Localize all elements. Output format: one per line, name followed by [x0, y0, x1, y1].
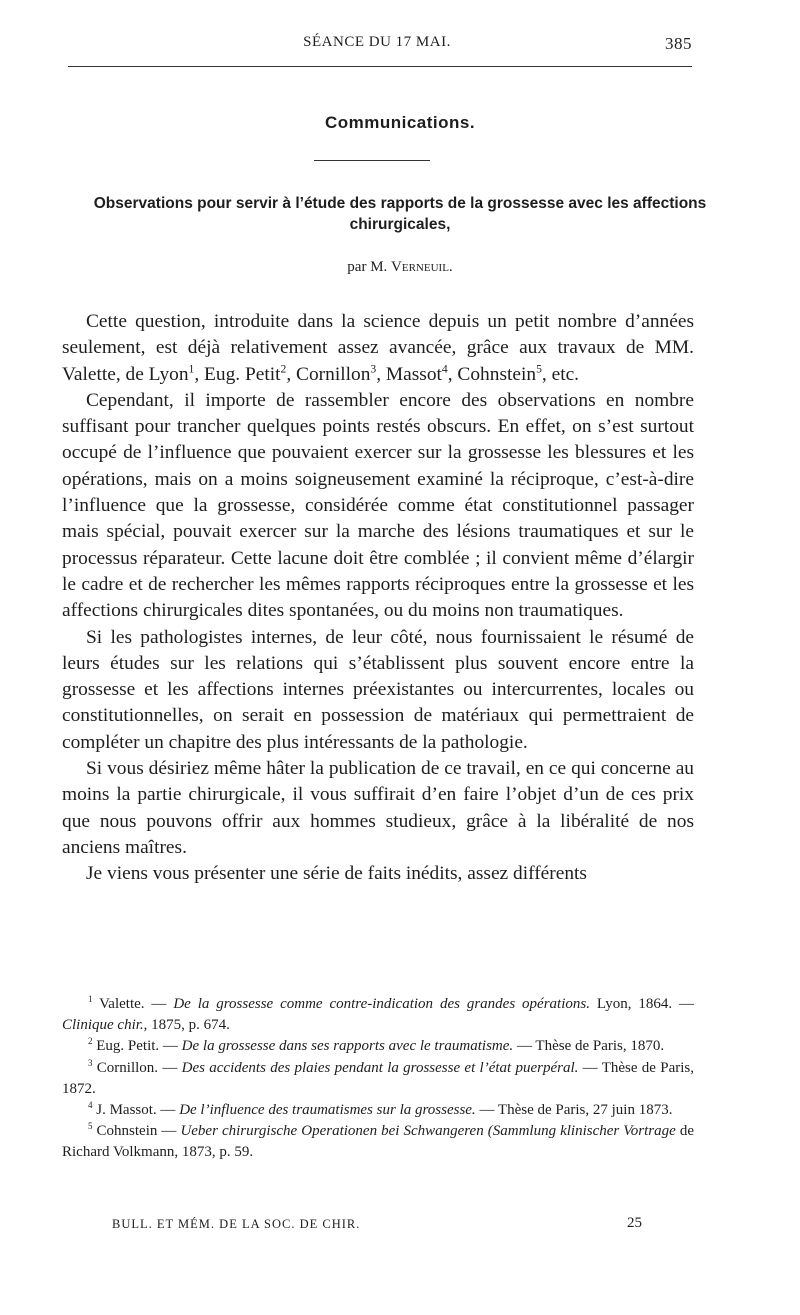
- footnote-4: [62, 1100, 694, 1121]
- page-footer: [112, 1217, 642, 1237]
- footnote-title: Clinique chir.: [62, 1017, 144, 1034]
- journal-name: BULL. ET MÉM. DE LA SOC. DE CHIR.: [112, 1217, 361, 1231]
- footnote-number: 1: [88, 994, 93, 1004]
- paragraph-1: [62, 309, 694, 388]
- footnote-title: De la grossesse dans ses rapports avec le traumatisme.: [181, 1038, 514, 1055]
- footnote-number: 2: [88, 1036, 93, 1047]
- footnote-source: Lyon, 1864. —: [589, 996, 694, 1012]
- footnote-ref-5: 5: [536, 362, 542, 376]
- section-divider: [314, 160, 430, 161]
- footnote-title: Ueber chirurgische Operationen bei Schwangeren (Sammlung klinischer Vortrage: [180, 1123, 676, 1140]
- paragraph-1-text: , Eug. Petit: [194, 363, 281, 385]
- paragraph-5: Je viens vous présenter une série de faits inédits, assez différents: [86, 863, 587, 885]
- footnote-number: 5: [88, 1121, 93, 1132]
- paragraph-2: Cependant, il importe de rassembler encore des observations en nombre suffisant pour trancher quelques points restés obscurs. En effet, on s’est surtout occupé de l’influence que pouvaient exercer sur la grossesse les blessures et les opérations, mais on a moins soigneusement examiné la réciproque, c’est-à-dire l’influence que la grossesse, considérée comme état constitutionnel passager mais spécial, pouvait exercer sur la marche des lésions traumatiques et sur le processus réparateur. Cette lacune doit être comblée ; il convient même d’élargir le cadre et de rechercher les mêmes rapports réciproques entre la grossesse et les affections chirurgicales dites spontanées, ou du moins non traumatiques.: [62, 389, 694, 622]
- author-name: Verneuil.: [391, 259, 453, 275]
- footnote-number: 4: [88, 1100, 93, 1111]
- footnote-author: Cohnstein —: [96, 1123, 181, 1140]
- header-divider: [68, 66, 692, 67]
- footnote-ref-4: 4: [441, 362, 448, 376]
- running-title: SÉANCE DU 17 MAI.: [303, 34, 451, 50]
- footnote-title: Des accidents des plaies pendant la grossesse et l’état puerpéral.: [181, 1059, 579, 1076]
- footnote-title: De la grossesse comme contre-indication des grandes opérations.: [173, 996, 590, 1012]
- paragraph-1-text: , Cohnstein: [447, 363, 537, 385]
- footnote-source: — Thèse de Paris, 1872.: [62, 1059, 695, 1097]
- footnote-ref-3: 3: [370, 362, 377, 376]
- paragraph-4: Si vous désiriez même hâter la publication de ce travail, en ce qui concerne au moins la partie chirurgicale, il vous suffirait d’en faire l’objet d’un de ces prix que nous pouvons offrir aux hommes studieux, grâce à la libéralité de nos anciens maîtres.: [62, 758, 694, 858]
- footnote-1: [62, 994, 694, 1036]
- footnote-ref-2: 2: [280, 362, 287, 376]
- footnote-3: [62, 1058, 694, 1100]
- footnote-author: Eug. Petit. —: [96, 1038, 182, 1055]
- signature-mark: 25: [627, 1215, 642, 1231]
- footnote-source: — Thèse de Paris, 27 juin 1873.: [475, 1102, 673, 1119]
- footnote-source: , 1875, p. 674.: [143, 1017, 230, 1034]
- paragraph-1-text: , etc.: [541, 363, 580, 385]
- footnote-source: — Thèse de Paris, 1870.: [513, 1038, 665, 1055]
- paragraph-1-text: , Cornillon: [286, 363, 371, 385]
- footnote-title: De l’influence des traumatismes sur la grossesse.: [179, 1102, 476, 1119]
- byline: [0, 259, 800, 276]
- paragraph-1-text: , Massot: [376, 363, 442, 385]
- article-title: Observations pour servir à l’étude des rapports de la grossesse avec les affections chirurgicales,: [93, 195, 707, 233]
- section-heading: Communications.: [324, 113, 476, 132]
- paragraph-1-text: Cette question, introduite dans la science depuis un petit nombre d’années seulement, est déjà relativement assez avancée, grâce aux travaux de MM. Valette, de Lyon: [62, 311, 694, 385]
- byline-prefix: par M.: [347, 259, 388, 275]
- paragraph-3: Si les pathologistes internes, de leur côté, nous fournissaient le résumé de leurs études sur les relations qui s’établissent plus souvent encore entre la grossesse et les affections internes préexistantes ou intercurrentes, locales ou constitutionnelles, on serait en possession de matériaux qui permettraient de compléter un chapitre des plus intéressants de la pathologie.: [62, 626, 694, 753]
- footnote-author: Valette. —: [99, 996, 174, 1012]
- footnote-author: J. Massot. —: [96, 1102, 180, 1119]
- footnote-5: [62, 1121, 694, 1163]
- body-text: [62, 309, 694, 888]
- footnote-author: Cornillon. —: [96, 1059, 182, 1076]
- footnote-ref-1: 1: [188, 362, 195, 376]
- footnote-2: [62, 1036, 694, 1057]
- footnote-source: de Richard Volkmann, 1873, p. 59.: [62, 1123, 694, 1161]
- page-number: 385: [665, 34, 692, 53]
- footnote-number: 3: [88, 1057, 93, 1068]
- footnotes: [62, 994, 694, 1164]
- running-head: [62, 34, 692, 56]
